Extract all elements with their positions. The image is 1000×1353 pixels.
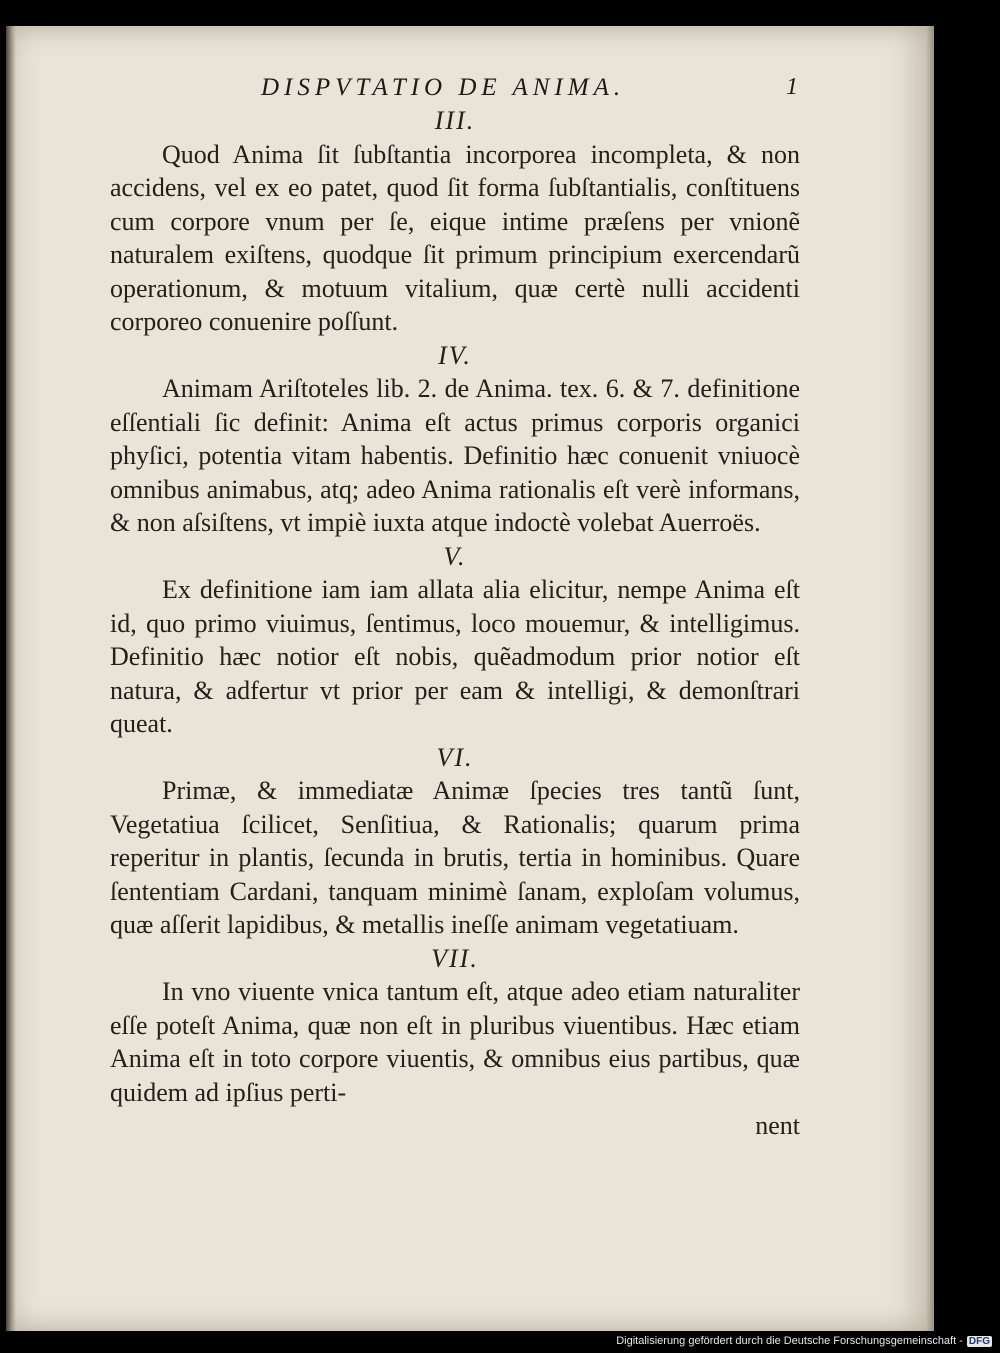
- section-numeral: III.: [434, 106, 476, 135]
- catchword: nent: [755, 1111, 800, 1140]
- section-numeral: V.: [443, 541, 467, 571]
- page-body: [110, 104, 800, 1143]
- dfg-logo: DFG: [968, 1335, 990, 1347]
- page-gutter-shadow: [6, 26, 16, 1331]
- section-numeral: IV.: [438, 340, 472, 370]
- book-page: [6, 26, 934, 1331]
- section-paragraph: Quod Anima ſit ſubſtantia incorporea incompleta, & non accidens, vel ex eo patet, quod ſit forma ſubſtantialis, conſtituens cum corpore vnum per ſe, eique intime præſens per vnionẽ naturalem exiſtens, quodque ſit primum principium exercendarũ operationum, & motuum vitalium, quæ certè nulli accidenti corporeo conuenire poſſunt.: [110, 139, 800, 336]
- section-paragraph: Primæ, & immediatæ Animæ ſpecies tres tantũ ſunt, Vegetatiua ſcilicet, Senſitiua, & Rationalis; quarum prima reperitur in plantis, ſecunda in brutis, tertia in hominibus. Quare ſententiam Cardani, tanquam minimè ſanam, exploſam volumus, quæ aſſerit lapidibus, & metallis ineſſe animam vegetatiuam.: [110, 776, 800, 939]
- section-paragraph: In vno viuente vnica tantum eſt, atque adeo etiam naturaliter eſſe poteſt Anima, quæ non eſt in pluribus viuentibus. Hæc etiam Anima eſt in toto corpore viuentis, & omnibus eius partibus, quæ quidem ad ipſius perti-: [110, 977, 800, 1107]
- page-number: 1: [786, 74, 798, 100]
- credit-text: Digitalisierung gefördert durch die Deutsche Forschungsgemeinschaft -: [616, 1335, 963, 1347]
- digitization-credit: [616, 1335, 992, 1347]
- section-numeral: VI.: [436, 742, 474, 772]
- page-edge-shadow: [926, 26, 934, 1331]
- section-paragraph: Animam Ariſtoteles lib. 2. de Anima. tex. 6. & 7. definitione eſſentiali ſic definit: Anima eſt actus primus corporis organici phyſici, potentia vitam habentis. Definitio hæc conuenit vniuocè omnibus animabus, atq; adeo Anima rationalis eſt verè informans, & non aſsiſtens, vt impiè iuxta atque indoctè volebat Auerroës.: [110, 374, 800, 537]
- section-paragraph: Ex definitione iam iam allata alia elicitur, nempe Anima eſt id, quo primo viuimus, ſentimus, loco mouemur, & intelligimus. Definitio hæc notior eſt nobis, quẽadmodum prior notior eſt natura, & adfertur vt prior per eam & intelligi, & demonſtrari queat.: [110, 575, 800, 738]
- section-numeral: VII.: [431, 943, 479, 973]
- running-title: DISPVTATIO DE ANIMA.: [261, 74, 626, 101]
